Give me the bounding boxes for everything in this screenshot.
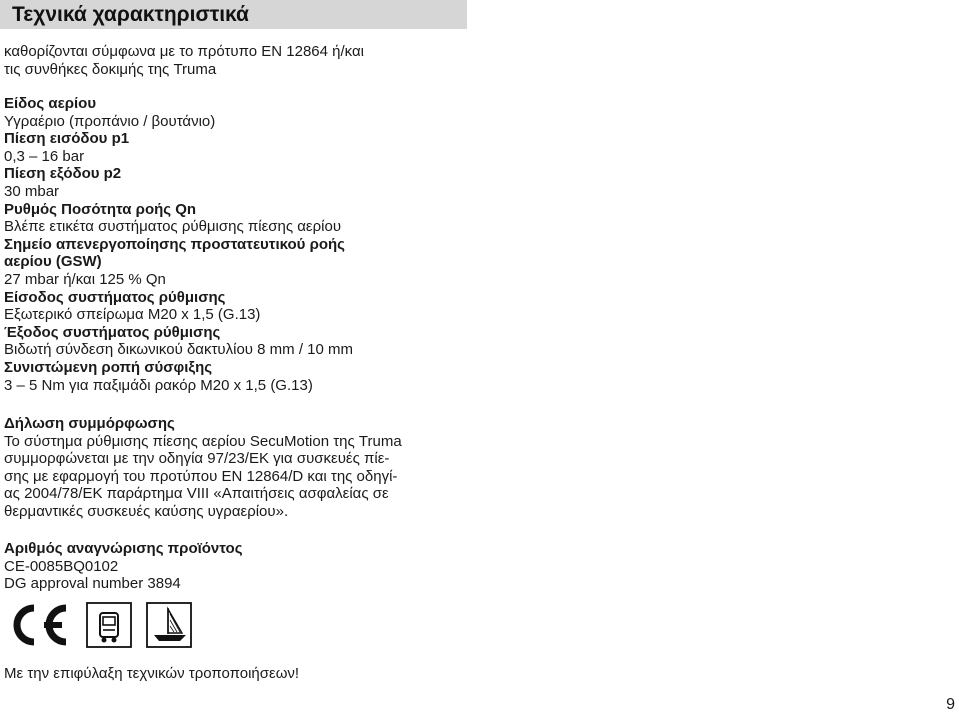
caravan-approval-icon <box>86 602 132 648</box>
intro-text <box>4 43 364 78</box>
product-id-line: CE-0085BQ0102 <box>4 557 119 575</box>
declaration-line: θερμαντικές συσκευές καύσης υγραερίου». <box>4 502 289 520</box>
title-bar <box>0 0 467 29</box>
spec-value: Υγραέριο (προπάνιο / βουτάνιο) <box>4 112 216 130</box>
spec-value: 0,3 – 16 bar <box>4 147 85 165</box>
intro-line: τις συνθήκες δοκιμής της Truma <box>4 60 217 78</box>
spec-value: 27 mbar ή/και 125 % Qn <box>4 270 166 288</box>
spec-value: 3 – 5 Nm για παξιμάδι ρακόρ M20 x 1,5 (G.13) <box>4 376 313 394</box>
page-title: Τεχνικά χαρακτηριστικά <box>12 3 249 26</box>
spec-value: Βλέπε ετικέτα συστήματος ρύθμισης πίεσης αερίου <box>4 218 342 236</box>
spec-label: Είδος αερίου <box>4 95 97 112</box>
disclaimer-text: Με την επιφύλαξη τεχνικών τροποποιήσεων! <box>4 665 300 682</box>
page-number: 9 <box>946 696 955 713</box>
declaration-heading: Δήλωση συμμόρφωσης <box>4 415 175 432</box>
spec-label: Σημείο απενεργοποίησης προστατευτικού ροής <box>4 235 345 253</box>
spec-label-continued: αερίου (GSW) <box>4 253 102 271</box>
product-id-line: DG approval number 3894 <box>4 575 181 593</box>
boat-approval-icon <box>146 602 192 648</box>
specs-list <box>4 95 353 394</box>
declaration-line: σης με εφαρμογή του προτύπου EN 12864/D και της οδηγί- <box>4 467 398 485</box>
spec-label: Πίεση εισόδου p1 <box>4 130 130 148</box>
spec-value: Βιδωτή σύνδεση δικωνικού δακτυλίου 8 mm / 10 mm <box>4 341 353 359</box>
spec-label: Έξοδος συστήματος ρύθμισης <box>4 323 221 341</box>
spec-label: Είσοδος συστήματος ρύθμισης <box>4 288 226 306</box>
ce-mark-icon <box>4 602 70 648</box>
spec-label: Ρυθμός Ποσότητα ροής Qn <box>4 200 197 218</box>
declaration-line: συμμορφώνεται με την οδηγία 97/23/ΕΚ για συσκευές πίε- <box>4 450 390 468</box>
disclaimer-section <box>4 665 299 683</box>
spec-value: 30 mbar <box>4 182 60 200</box>
spec-value: Εξωτερικό σπείρωμα M20 x 1,5 (G.13) <box>4 306 261 324</box>
declaration-line: ας 2004/78/ΕΚ παράρτημα VIII «Απαιτήσεις ασφαλείας σε <box>4 485 389 503</box>
product-id-section <box>4 540 243 593</box>
product-id-heading: Αριθμός αναγνώρισης προϊόντος <box>4 540 243 557</box>
spec-label: Συνιστώμενη ροπή σύσφιξης <box>4 358 213 376</box>
spec-label: Πίεση εξόδου p2 <box>4 165 122 183</box>
intro-line: καθορίζονται σύμφωνα με το πρότυπο EN 12864 ή/και <box>4 43 364 60</box>
declaration-line: Το σύστημα ρύθμισης πίεσης αερίου SecuMotion της Truma <box>4 432 402 450</box>
declaration-section <box>4 415 402 521</box>
